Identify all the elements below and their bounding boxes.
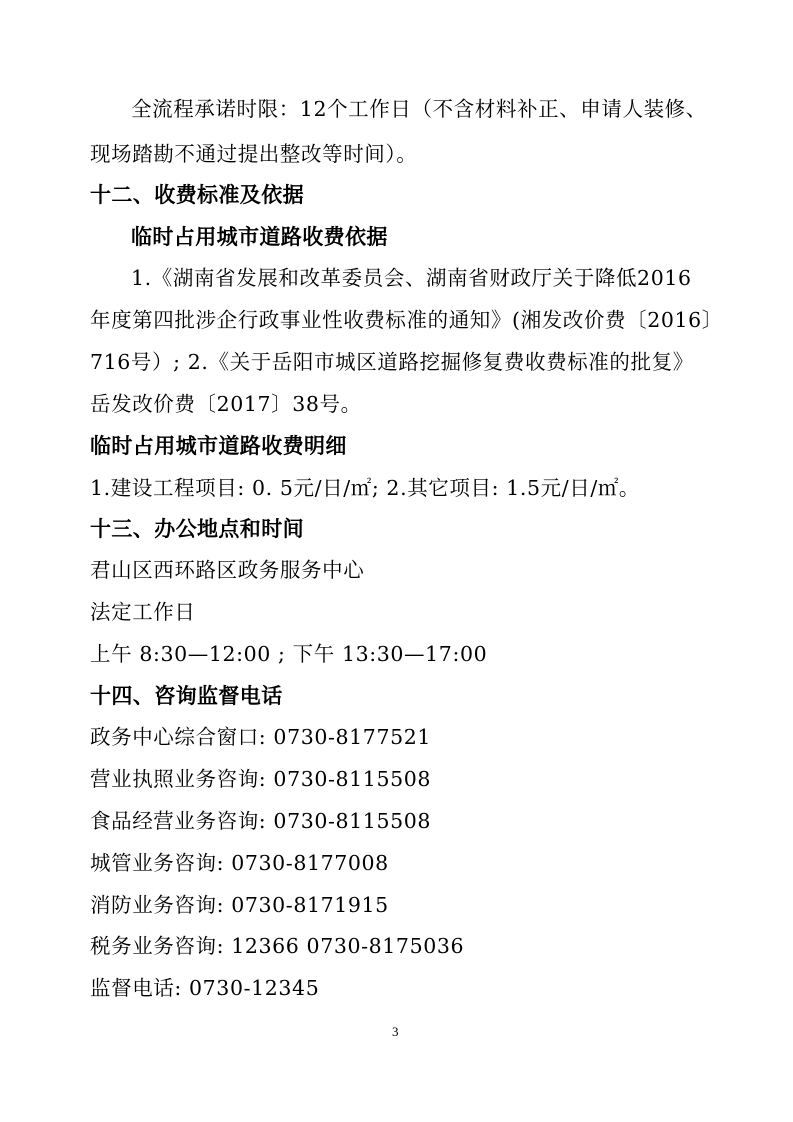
section-heading-13: 十三、办公地点和时间 — [90, 517, 304, 541]
commitment-time-line-1: 全流程承诺时限：12个工作日（不含材料补正、申请人装修、 — [131, 97, 707, 121]
phone-tax: 税务业务咨询: 12366 0730-8175036 — [90, 934, 465, 958]
phone-urban-management: 城管业务咨询: 0730-8177008 — [90, 851, 389, 875]
section-heading-14: 十四、咨询监督电话 — [90, 684, 283, 708]
fee-basis-line-3: 716号）; 2.《关于岳阳市城区道路挖掘修复费收费标准的批复》 — [90, 350, 694, 374]
phone-food-business: 食品经营业务咨询: 0730-8115508 — [90, 809, 432, 833]
fee-details-line: 1.建设工程项目: 0. 5元/日/㎡; 2.其它项目: 1.5元/日/㎡。 — [90, 476, 641, 500]
office-location: 君山区西环路区政务服务中心 — [90, 558, 365, 582]
subheading-fee-basis: 临时占用城市道路收费依据 — [131, 225, 388, 249]
phone-business-license: 营业执照业务咨询: 0730-8115508 — [90, 767, 432, 791]
subheading-fee-details: 临时占用城市道路收费明细 — [90, 434, 347, 458]
office-days: 法定工作日 — [90, 600, 196, 624]
office-hours: 上午 8:30—12:00 ; 下午 13:30—17:00 — [90, 642, 488, 666]
phone-fire-protection: 消防业务咨询: 0730-8171915 — [90, 893, 389, 917]
phone-service-center: 政务中心综合窗口: 0730-8177521 — [90, 725, 432, 749]
page-number: 3 — [392, 1024, 399, 1039]
commitment-time-line-2: 现场踏勘不通过提出整改等时间）。 — [90, 142, 418, 166]
phone-supervision: 监督电话: 0730-12345 — [90, 976, 320, 1000]
fee-basis-line-4: 岳发改价费〔2017〕38号。 — [90, 392, 362, 416]
fee-basis-line-1: 1.《湖南省发展和改革委员会、湖南省财政厅关于降低2016 — [131, 266, 692, 290]
fee-basis-line-2: 年度第四批涉企行政事业性收费标准的通知》(湘发改价费〔2016〕 — [90, 308, 723, 332]
section-heading-12: 十二、收费标准及依据 — [90, 183, 304, 207]
